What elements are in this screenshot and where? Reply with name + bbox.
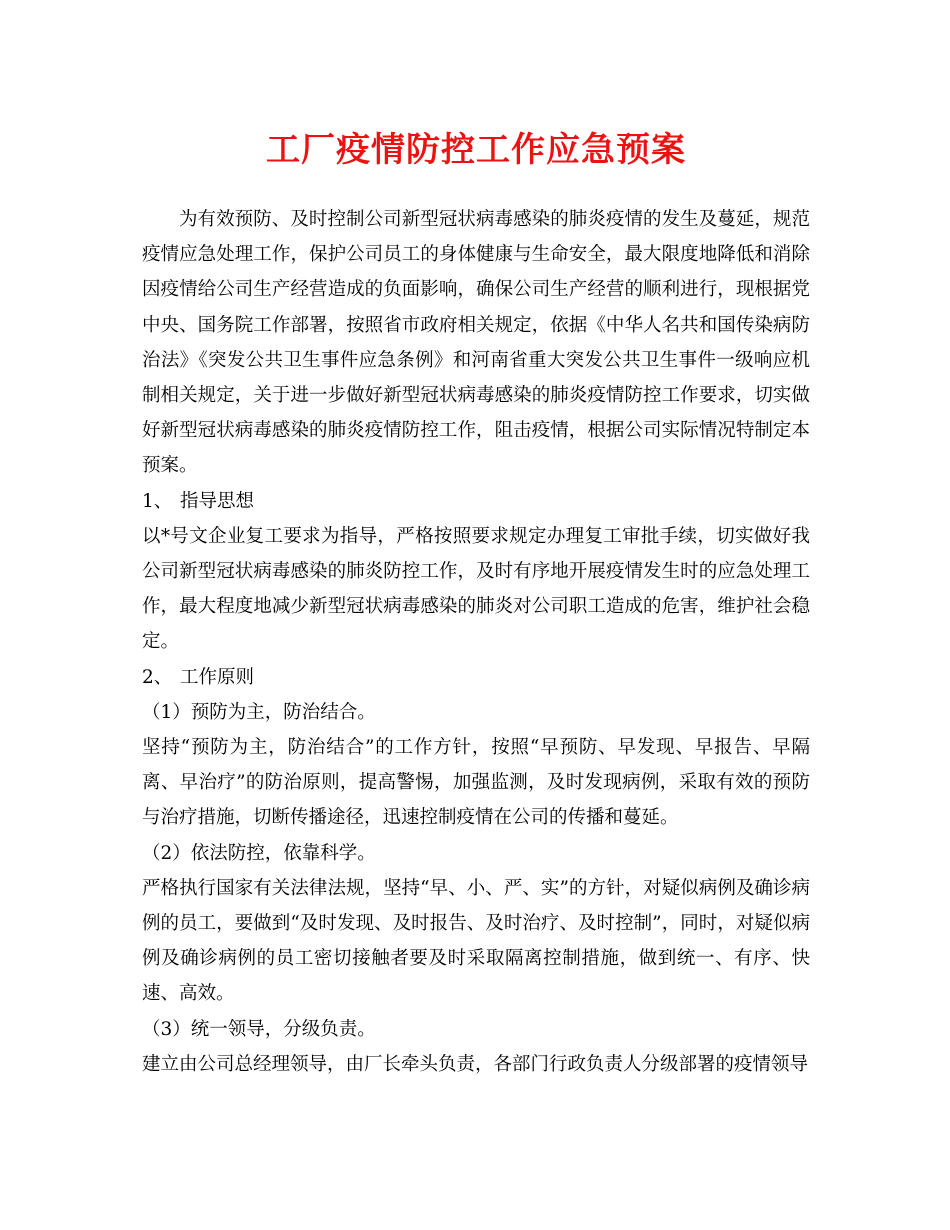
- document-body: [142, 202, 810, 1082]
- principle-1-title: （1）预防为主，防治结合。: [142, 701, 376, 723]
- principle-2-paragraph: 严格执行国家有关法律法规，坚持“早、小、严、实”的方针，对疑似病例及确诊病例的员工，要做到“及时发现、及时报告、及时治疗、及时控制”，同时，对疑似病例及确诊病例的员工密切接触者要及时采取隔离控制措施，做到统一、有序、快速、高效。: [142, 877, 810, 1005]
- document-title: 工厂疫情防控工作应急预案: [266, 130, 686, 170]
- section-1-title: 指导思想: [180, 490, 255, 512]
- principle-3-paragraph: 建立由公司总经理领导，由厂长牵头负责，各部门行政负责人分级部署的疫情领导: [142, 1053, 809, 1075]
- section-2-heading: [142, 660, 810, 695]
- section-2-number: 2、: [142, 666, 173, 688]
- section-1-paragraph: 以*号文企业复工要求为指导，严格按照要求规定办理复工审批手续，切实做好我公司新型冠状病毒感染的肺炎防控工作，及时有序地开展疫情发生时的应急处理工作，最大程度地减少新型冠状病毒感染的肺炎对公司职工造成的危害，维护社会稳定。: [142, 525, 810, 653]
- document-page: [142, 122, 810, 1082]
- intro-paragraph: 为有效预防、及时控制公司新型冠状病毒感染的肺炎疫情的发生及蔓延，规范疫情应急处理工作，保护公司员工的身体健康与生命安全，最大限度地降低和消除因疫情给公司生产经营造成的负面影响，确保公司生产经营的顺利进行，现根据党中央、国务院工作部署，按照省市政府相关规定，依据《中华人名共和国传染病防治法》《突发公共卫生事件应急条例》和河南省重大突发公共卫生事件一级响应机制相关规定，关于进一步做好新型冠状病毒感染的肺炎疫情防控工作要求，切实做好新型冠状病毒感染的肺炎疫情防控工作，阻击疫情，根据公司实际情况特制定本预案。: [142, 209, 810, 477]
- section-1-number: 1、: [142, 490, 173, 512]
- principle-2-title: （2）依法防控，依靠科学。: [142, 842, 376, 864]
- section-2-title: 工作原则: [180, 666, 255, 688]
- section-1-heading: [142, 484, 810, 519]
- principle-3-title: （3）统一领导，分级负责。: [142, 1018, 376, 1040]
- principle-1-paragraph: 坚持“预防为主，防治结合”的工作方针，按照“早预防、早发现、早报告、早隔离、早治疗”的防治原则，提高警惕，加强监测，及时发现病例，采取有效的预防与治疗措施，切断传播途径，迅速控制疫情在公司的传播和蔓延。: [142, 737, 810, 829]
